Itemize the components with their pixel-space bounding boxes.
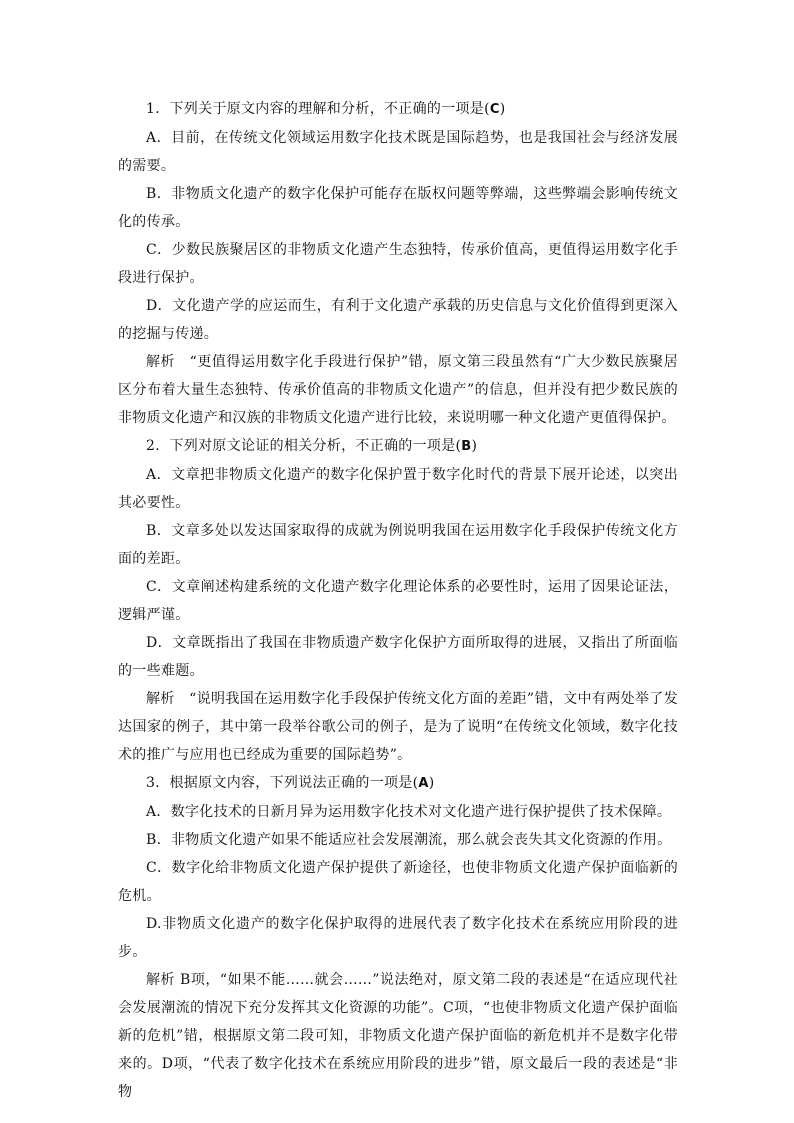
question-1-analysis: 解析 “更值得运用数字化手段进行保护”错，原文第三段虽然有“广大少数民族聚居区分布着大量生态独特、传承价值高的非物质文化遗产”的信息，但并没有把少数民族的非物质文化遗产和汉族的非物质文化遗产进行比较，来说明哪一种文化遗产更值得保护。 [118,354,678,426]
question-1-stem [118,95,678,124]
question-3-stem [118,769,678,798]
answer-letter: A [418,776,429,791]
question-3-option-d: D.非物质文化遗产的数字化保护取得的进展代表了数字化技术在系统应用阶段的进步。 [118,916,678,960]
question-2-analysis: 解析 “说明我国在运用数字化手段保护传统文化方面的差距”错，文中有两处举了发达国家的例子，其中第一段举谷歌公司的例子，是为了说明“在传统文化领域，数字化技术的推广与应用也已经成为重要的国际趋势”。 [118,691,678,763]
question-2-stem [118,432,678,461]
bracket-close: ) [499,101,506,117]
answer-letter: C [489,102,500,117]
question-3-option-c: C．数字化给非物质文化遗产保护提供了新途径，也使非物质文化遗产保护面临新的危机。 [118,860,678,904]
question-3-analysis: 解析 B项，“如果不能……就会……”说法绝对，原文第二段的表述是“在适应现代社会发展潮流的情况下充分发挥其文化资源的功能”。C项，“也使非物质文化遗产保护面临新的危机”错，根据原文第二段可知，非物质文化遗产保护面临的新危机并不是数字化带来的。D项，“代表了数字化技术在系统应用阶段的进步”错，原文最后一段的表述是“非物 [118,972,678,1100]
question-1-option-c: C．少数民族聚居区的非物质文化遗产生态独特，传承价值高，更值得运用数字化手段进行保护。 [118,242,678,286]
question-2-option-d: D．文章既指出了我国在非物质遗产数字化保护方面所取得的进展，又指出了所面临的一些难题。 [118,635,678,679]
question-text: 1．下列关于原文内容的理解和分析，不正确的一项是( [146,101,490,117]
question-text: 2．下列对原文论证的相关分析，不正确的一项是( [146,438,462,454]
question-1-option-b: B．非物质文化遗产的数字化保护可能存在版权问题等弊端，这些弊端会影响传统文化的传承。 [118,186,678,230]
document-page [118,95,678,1106]
question-3-option-b: B．非物质文化遗产如果不能适应社会发展潮流，那么就会丧失其文化资源的作用。 [146,832,672,848]
question-2-option-b: B．文章多处以发达国家取得的成就为例说明我国在运用数字化手段保护传统文化方面的差距。 [118,523,678,567]
answer-letter: B [461,439,472,454]
question-2-option-c: C．文章阐述构建系统的文化遗产数字化理论体系的必要性时，运用了因果论证法，逻辑严谨。 [118,579,678,623]
question-1-option-a: A．目前，在传统文化领域运用数字化技术既是国际趋势，也是我国社会与经济发展的需要。 [118,130,678,174]
bracket-close: ) [428,775,435,791]
bracket-close: ) [471,438,478,454]
question-1-option-d: D．文化遗产学的应运而生，有利于文化遗产承载的历史信息与文化价值得到更深入的挖掘与传递。 [118,298,678,342]
question-text: 3．根据原文内容，下列说法正确的一项是( [146,775,419,791]
question-2-option-a: A．文章把非物质文化遗产的数字化保护置于数字化时代的背景下展开论述，以突出其必要性。 [118,467,678,511]
question-3-option-a: A．数字化技术的日新月异为运用数字化技术对文化遗产进行保护提供了技术保障。 [146,804,672,820]
